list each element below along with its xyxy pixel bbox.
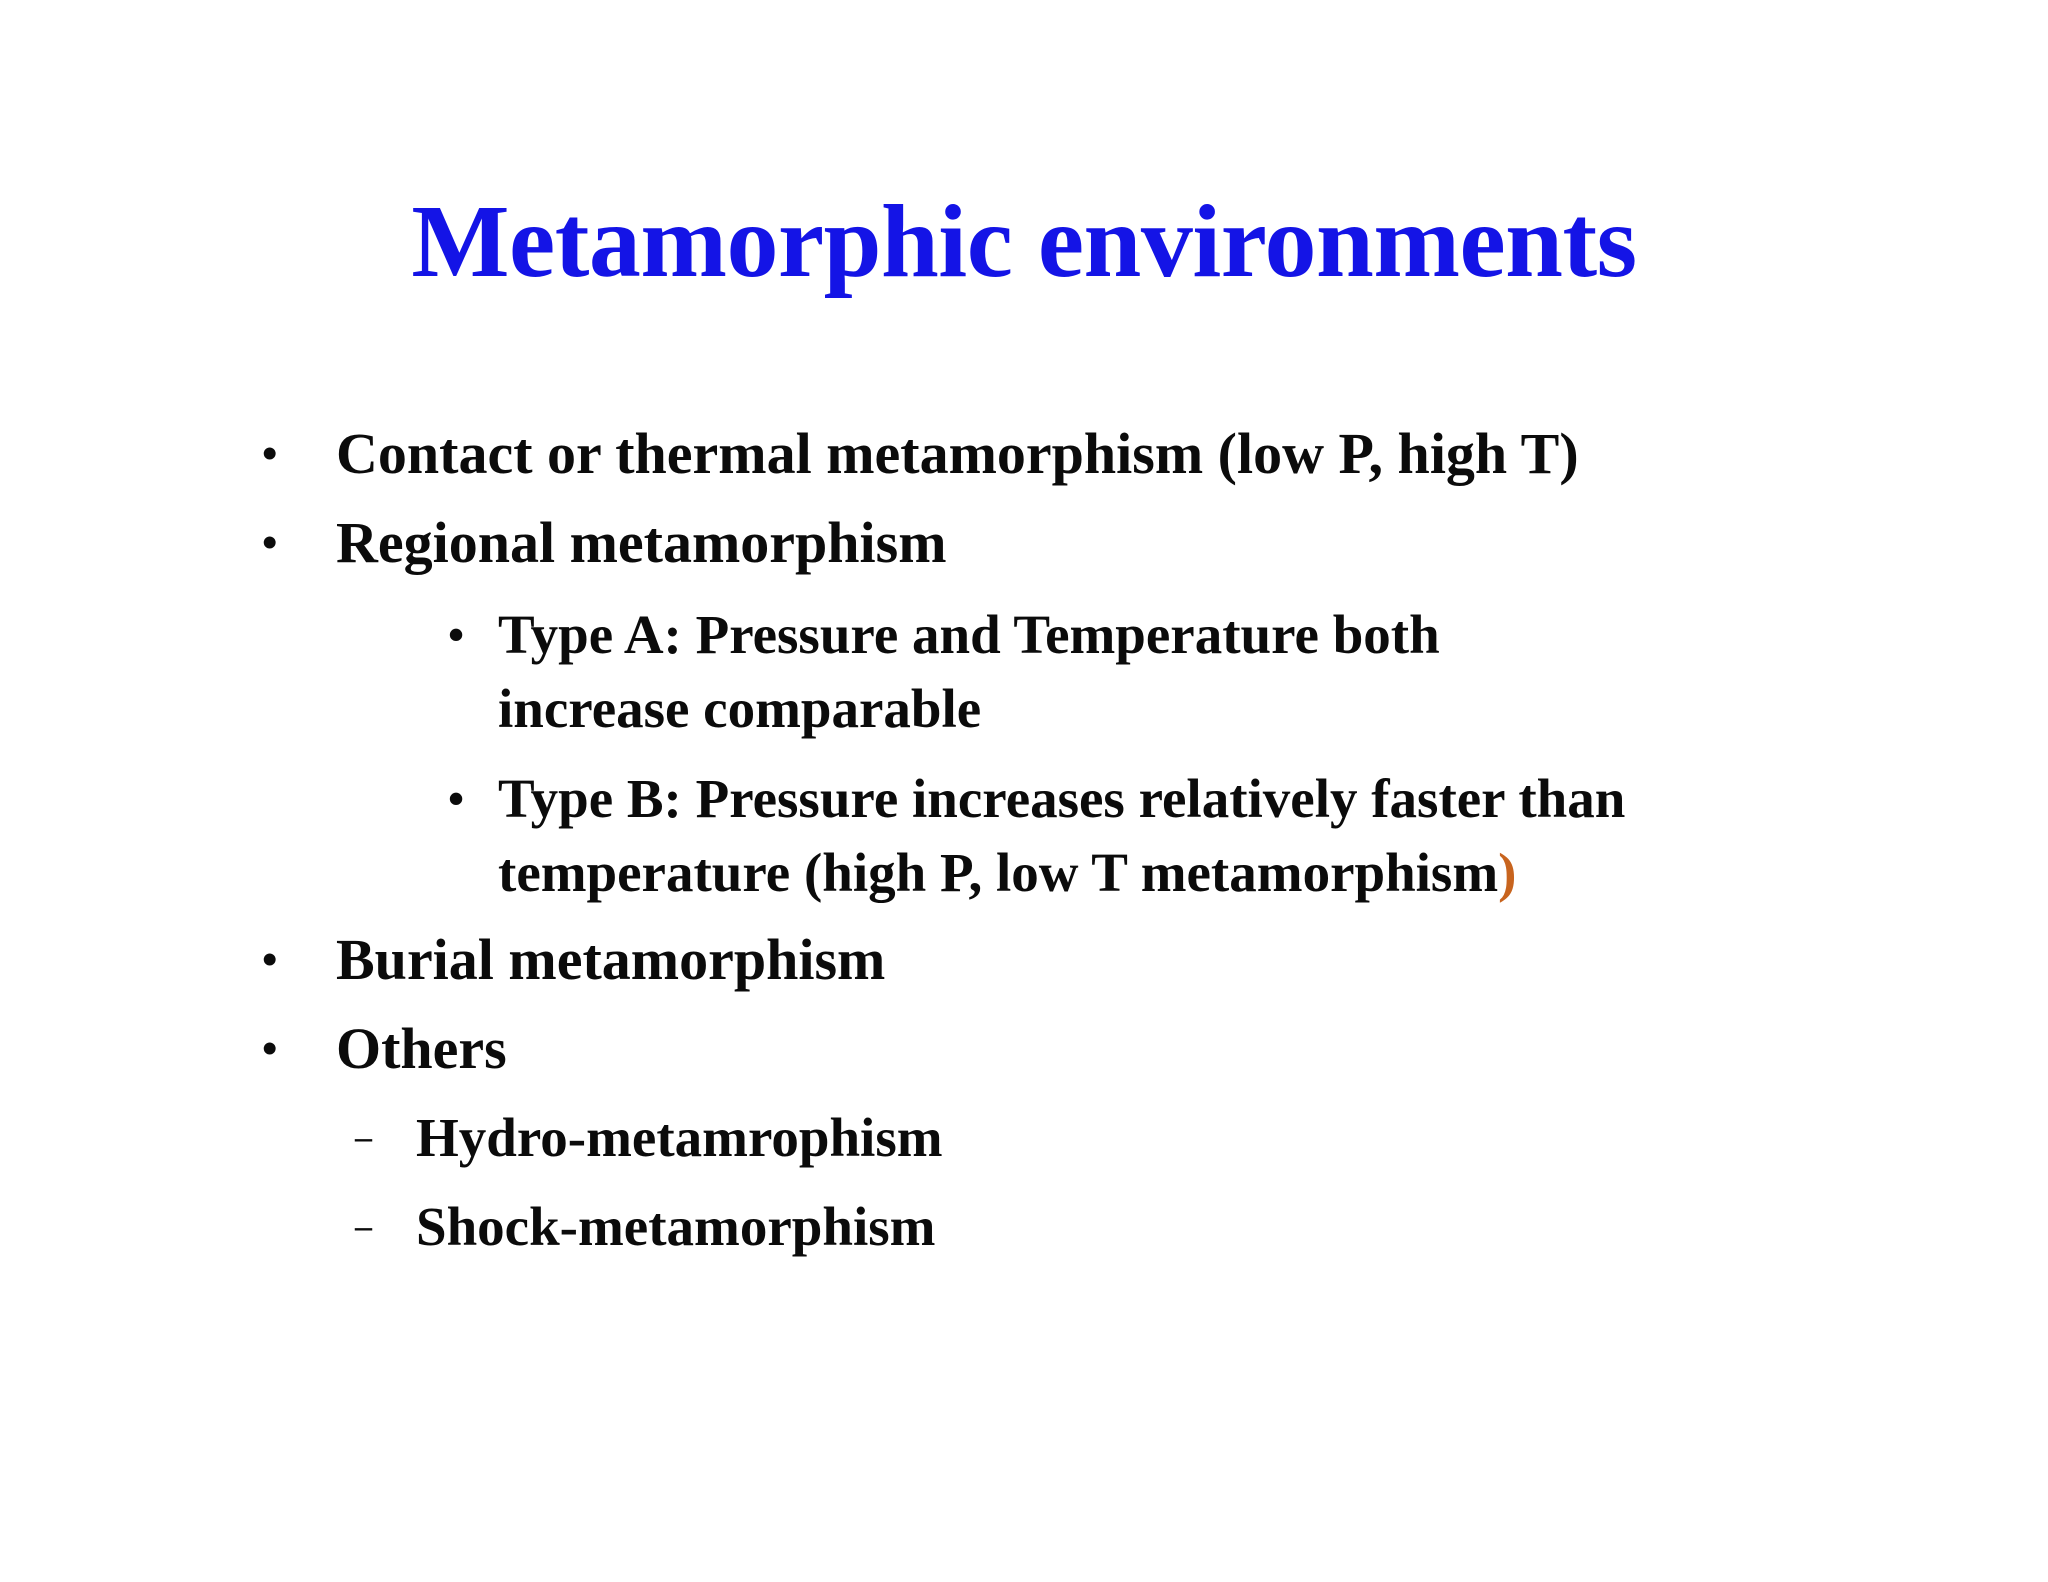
bullet-text-line-2-main: temperature (high P, low T metamorphism bbox=[498, 842, 1499, 903]
dash-icon: – bbox=[355, 1208, 372, 1245]
bullet-dot-icon: • bbox=[262, 935, 278, 984]
subitem-shock-metamorphism bbox=[355, 1193, 1255, 1261]
dash-icon: – bbox=[355, 1119, 372, 1156]
bullet-dot-icon: • bbox=[262, 518, 278, 567]
subbullet-type-a bbox=[448, 598, 1648, 746]
bullet-text-line-2: increase comparable bbox=[498, 678, 982, 739]
slide-title: Metamorphic environments bbox=[411, 184, 1637, 299]
bullet-regional-metamorphism bbox=[262, 509, 1162, 577]
bullet-dot-icon: • bbox=[448, 609, 465, 660]
bullet-text: Contact or thermal metamorphism (low P, high T) bbox=[336, 421, 1579, 486]
bullet-text: Others bbox=[336, 1016, 507, 1081]
bullet-contact-metamorphism bbox=[262, 420, 1762, 488]
bullet-dot-icon: • bbox=[448, 773, 465, 824]
bullet-text-line-2 bbox=[498, 836, 1516, 910]
bullet-dot-icon: • bbox=[262, 429, 278, 478]
bullet-others bbox=[262, 1015, 962, 1083]
bullet-text-line-1: Type B: Pressure increases relatively faster than bbox=[498, 768, 1626, 829]
subitem-hydro-metamorphism bbox=[355, 1104, 1255, 1172]
subbullet-type-b bbox=[448, 762, 1848, 910]
bullet-text-line-1: Type A: Pressure and Temperature both bbox=[498, 604, 1440, 665]
bullet-dot-icon: • bbox=[262, 1024, 278, 1073]
bullet-text: Burial metamorphism bbox=[336, 927, 886, 992]
bullet-text: Regional metamorphism bbox=[336, 510, 947, 575]
bullet-burial-metamorphism bbox=[262, 926, 1162, 994]
bullet-text: Hydro-metamrophism bbox=[416, 1107, 943, 1168]
bullet-text: Shock-metamorphism bbox=[416, 1196, 936, 1257]
accent-closing-paren: ) bbox=[1498, 842, 1517, 903]
